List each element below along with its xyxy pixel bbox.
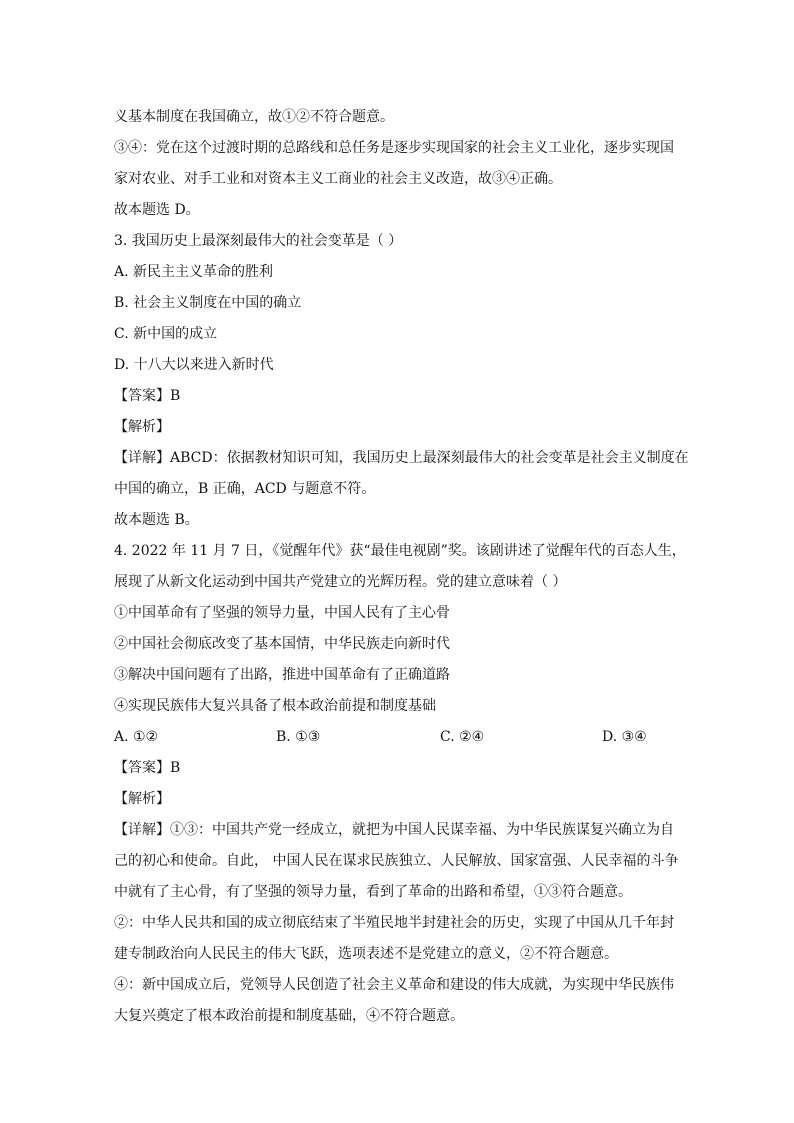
- detail-text: 【详解】ABCD：依据教材知识可知，我国历史上最深刻最伟大的社会变革是社会主义制度在: [114, 450, 689, 466]
- option-b: B. ①③: [276, 729, 321, 745]
- statement-2: ②中国社会彻底改变了基本国情，中华民族走向新时代: [114, 636, 450, 652]
- text-line: 家对农业、对手工业和对资本主义工商业的社会主义改造，故③④正确。: [114, 171, 562, 187]
- detail-text: 中国的确立，B 正确，ACD 与题意不符。: [114, 481, 376, 497]
- statement-3: ③解决中国问题有了出路，推进中国革命有了正确道路: [114, 667, 450, 683]
- detail-text: 【详解】①③：中国共产党一经成立，就把为中国人民谋幸福、为中华民族谋复兴确立为自: [114, 822, 674, 838]
- analysis-label: 【解析】: [114, 419, 170, 435]
- option-d: D. ③④: [602, 729, 647, 745]
- text-line: 故本题选 D。: [114, 202, 200, 218]
- answer-label: 【答案】B: [114, 388, 181, 404]
- question-3-option-d: D. 十八大以来进入新时代: [114, 357, 274, 373]
- option-a: A. ①②: [114, 729, 159, 745]
- analysis-label: 【解析】: [114, 791, 170, 807]
- question-4-options: [114, 722, 684, 753]
- option-c: C. ②④: [440, 729, 485, 745]
- question-3-option-a: A. 新民主主义革命的胜利: [114, 264, 274, 280]
- detail-text: 中就有了主心骨，有了坚强的领导力量，看到了革命的出路和希望，①③符合题意。: [114, 884, 632, 900]
- text-line: 故本题选 B。: [114, 512, 199, 528]
- detail-text: 己的初心和使命。自此， 中国人民在谋求民族独立、人民解放、国家富强、人民幸福的斗争: [114, 853, 679, 869]
- detail-text: ④：新中国成立后，党领导人民创造了社会主义革命和建设的伟大成就，为实现中华民族伟: [114, 977, 674, 993]
- answer-label: 【答案】B: [114, 760, 181, 776]
- text-line: 义基本制度在我国确立，故①②不符合题意。: [114, 109, 394, 125]
- statement-4: ④实现民族伟大复兴具备了根本政治前提和制度基础: [114, 698, 436, 714]
- detail-text: 建专制政治向人民民主的伟大飞跃，选项表述不是党建立的意义，②不符合题意。: [114, 946, 618, 962]
- document-page: [114, 102, 689, 1032]
- question-4-stem: 展现了从新文化运动到中国共产党建立的光辉历程。党的建立意味着（ ）: [114, 574, 567, 590]
- detail-text: ②：中华人民共和国的成立彻底结束了半殖民地半封建社会的历史，实现了中国从几千年封: [114, 915, 674, 931]
- question-3-option-c: C. 新中国的成立: [114, 326, 218, 342]
- question-4-stem: 4. 2022 年 11 月 7 日，《觉醒年代》获“最佳电视剧”奖。该剧讲述了觉醒年代的百态人生，: [114, 543, 686, 559]
- detail-text: 大复兴奠定了根本政治前提和制度基础，④不符合题意。: [114, 1008, 464, 1024]
- statement-1: ①中国革命有了坚强的领导力量，中国人民有了主心骨: [114, 605, 450, 621]
- text-line: ③④：党在这个过渡时期的总路线和总任务是逐步实现国家的社会主义工业化，逐步实现国: [114, 140, 674, 156]
- question-3-option-b: B. 社会主义制度在中国的确立: [114, 295, 302, 311]
- question-3-stem: 3. 我国历史上最深刻最伟大的社会变革是（ ）: [114, 233, 403, 249]
